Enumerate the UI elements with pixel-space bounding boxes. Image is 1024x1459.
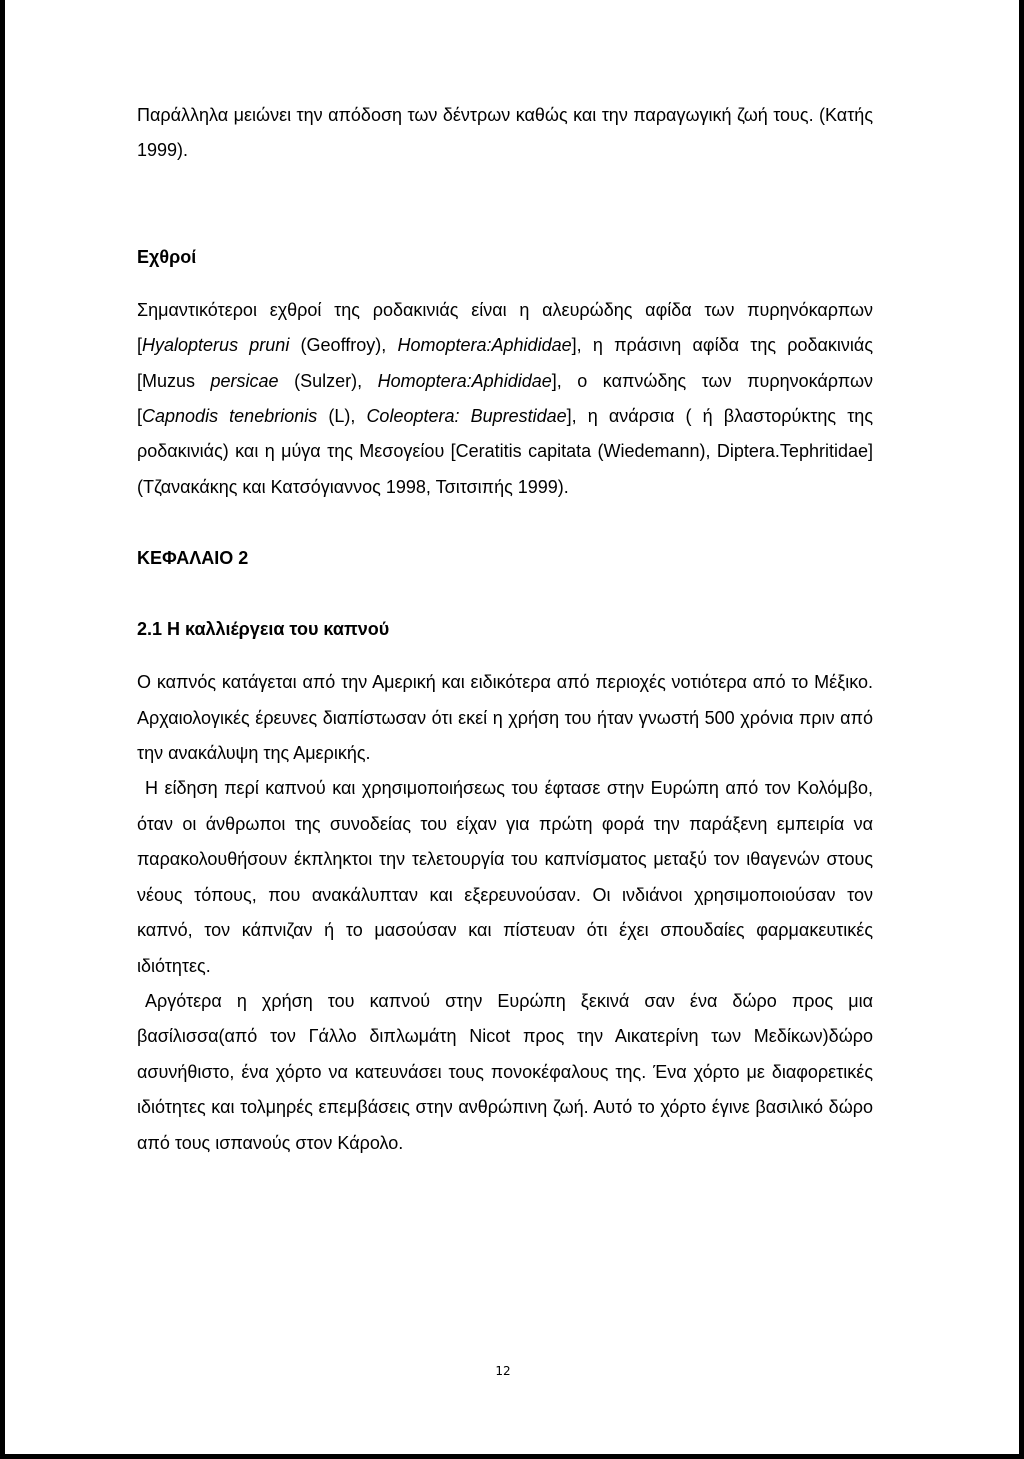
spacer xyxy=(137,505,873,541)
enemies-text: (L), xyxy=(317,406,367,427)
enemies-paragraph xyxy=(137,293,873,505)
document-page xyxy=(5,0,1019,1454)
tobacco-paragraph-3: Αργότερα η χρήση του καπνού στην Ευρώπη ξεκινά σαν ένα δώρο προς μια βασίλισσα(από τον Γάλλο διπλωμάτη Nicot προς την Αικατερίνη των Μεδίκων)δώρο ασυνήθιστο, ένα χόρτο να κατευνάσει τους πονοκέφαλους της. Ένα χόρτο με διαφορετικές ιδιότητες και τολμηρές επεμβάσεις στην ανθρώπινη ζωή. Αυτό το χόρτο έγινε βασιλικό δώρο από τους ισπανούς στον Κάρολο. xyxy=(137,990,873,1153)
enemies-heading: Εχθροί xyxy=(137,246,197,267)
tobacco-paragraph-2: Η είδηση περί καπνού και χρησιμοποιήσεως του έφτασε στην Ευρώπη από τον Κολόμβο, όταν οι άνθρωποι της συνοδείας του είχαν για πρώτη φορά την παράξενη εμπειρία να παρακολουθήσουν έκπληκτοι την τελετουργία του καπνίσματος μεταξύ τον ιθαγενών στους νέους τόπους, που ανακάλυπταν και εξερευνούσαν. Οι ινδιάνοι χρησιμοποιούσαν τον καπνό, τον κάπνιζαν ή το μασούσαν και πίστευαν ότι έχει σπουδαίες φαρμακευτικές ιδιότητες. xyxy=(137,778,873,976)
page-number: 12 xyxy=(495,1364,511,1378)
species-name-italic: Capnodis tenebrionis xyxy=(142,406,318,427)
spacer xyxy=(137,647,873,665)
enemies-text: (Geoffroy), xyxy=(289,335,398,356)
species-name-italic: persicae xyxy=(210,370,279,391)
intro-paragraph: Παράλληλα μειώνει την απόδοση των δέντρων καθώς και την παραγωγική ζωή τους. (Κατής 1999). xyxy=(137,105,873,161)
enemies-text: (Sulzer), xyxy=(278,370,378,391)
taxon-italic: Coleoptera: Buprestidae xyxy=(366,406,567,427)
chapter-heading: ΚΕΦΑΛΑΙΟ 2 xyxy=(137,548,249,569)
spacer xyxy=(137,169,873,240)
enemies-text: ], ο καπνώδης των πυρηνοκάρπων [ xyxy=(137,370,873,427)
tobacco-paragraph-1: Ο καπνός κατάγεται από την Αμερική και ειδικότερα από περιοχές νοτιότερα από το Μέξικο. Αρχαιολογικές έρευνες διαπίστωσαν ότι εκεί η χρήση του ήταν γνωστή 500 χρόνια πριν από την ανακάλυψη της Αμερικής. xyxy=(137,672,873,764)
spacer xyxy=(137,275,873,293)
enemies-text: ], η ανάρσια ( ή βλαστορύκτης της ροδακινιάς) και η μύγα της Μεσογείου [Ceratitis capitata (Wiedemann), Diptera.Tephritidae] (Τζανακάκης και Κατσόγιαννος 1998, Τσιτσιπής 1999). xyxy=(137,406,873,497)
page-content xyxy=(137,98,873,1161)
spacer xyxy=(137,576,873,612)
enemies-text: ], η πράσινη αφίδα της ροδακινιάς [Muzus xyxy=(137,335,873,391)
species-name-italic: Hyalopterus pruni xyxy=(142,335,290,356)
taxon-italic: Homoptera:Aphididae xyxy=(377,370,552,391)
enemies-text: Σημαντικότεροι εχθροί της ροδακινιάς είναι η αλευρώδης αφίδα των πυρηνόκαρπων [ xyxy=(137,299,873,356)
taxon-italic: Homoptera:Aphididae xyxy=(397,335,572,356)
section-heading: 2.1 Η καλλιέργεια του καπνού xyxy=(137,619,390,640)
